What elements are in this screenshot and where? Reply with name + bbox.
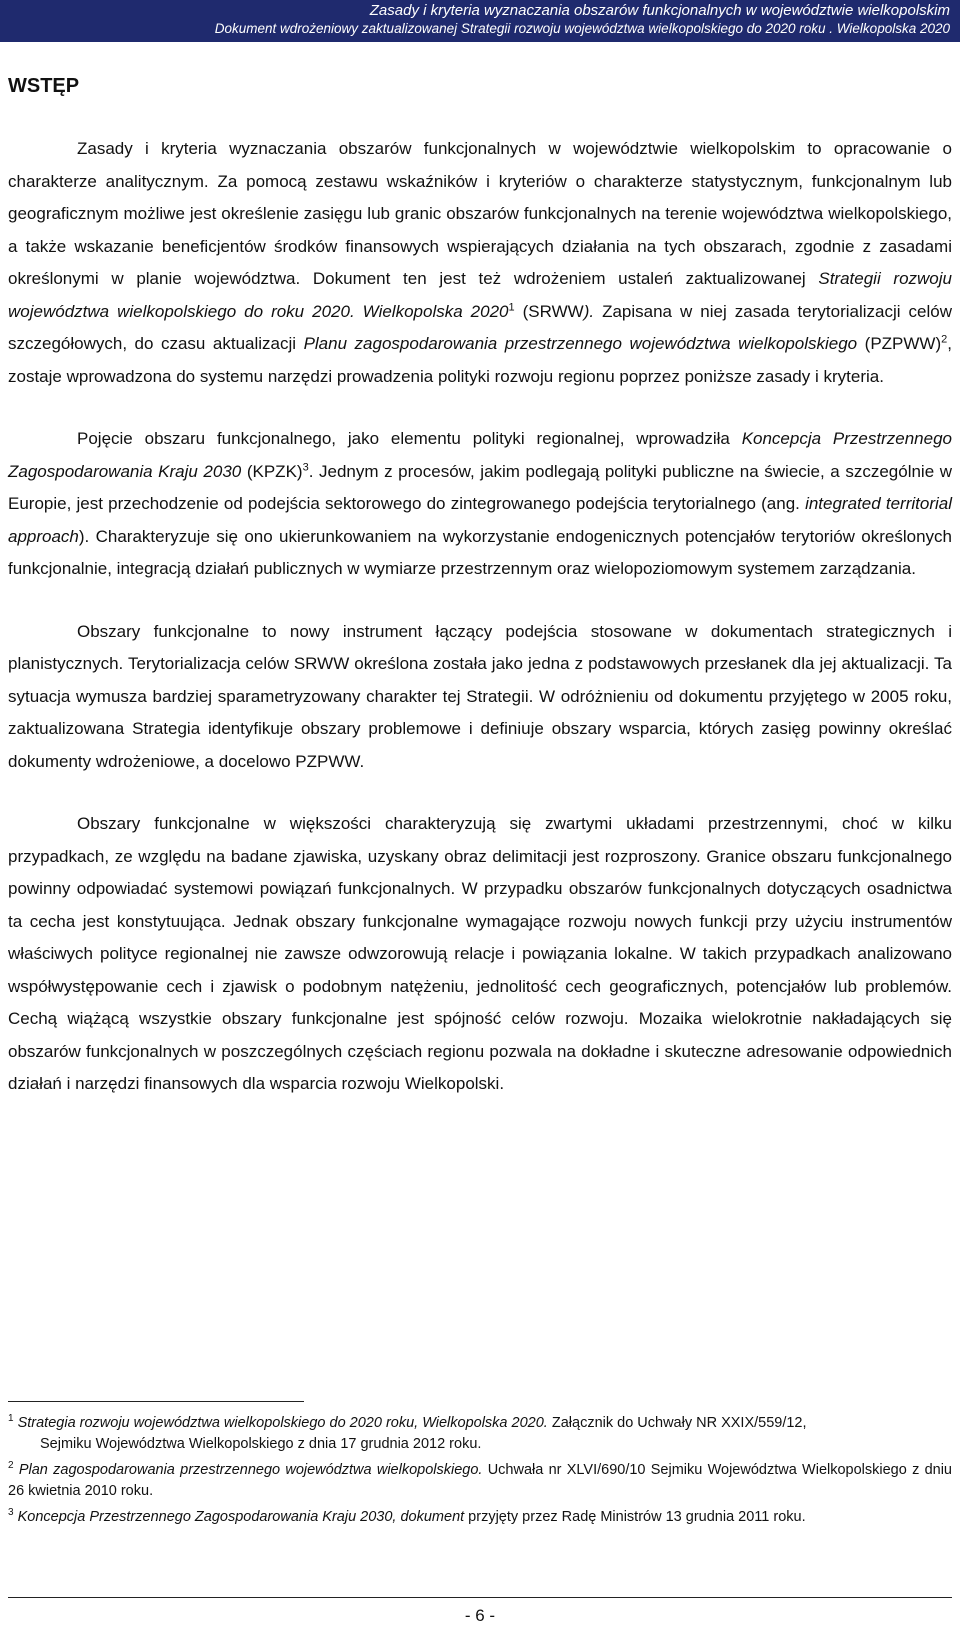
paragraph-3: Obszary funkcjonalne to nowy instrument łączący podejścia stosowane w dokumentach strategicznych i planistycznych. Terytorializacja celów SRWW określona została jako jedna z podstawowych przesłanek dla jej aktualizacji. Ta sytuacja wymusza bardziej sparametryzowany charakter tej Strategii. W odróżnieniu od dokumentu przyjętego w 2005 roku, zaktualizowana Strategia identyfikuje obszary problemowe i definiuje obszary wsparcia, których zasięg powinny określać dokumenty wdrożeniowe, a docelowo PZPWW. xyxy=(8,621,952,771)
footnote-italic: Koncepcja Przestrzennego Zagospodarowania Kraju 2030, dokument xyxy=(17,1508,465,1525)
header-title: Zasady i kryteria wyznaczania obszarów funkcjonalnych w województwie wielkopolskim xyxy=(369,2,950,19)
footnote-2 xyxy=(8,1455,952,1502)
p1-text-4: (PZPWW) xyxy=(857,334,942,353)
paragraph-1 xyxy=(8,133,952,393)
p1-italic-close: ). xyxy=(583,301,595,321)
footnote-italic: Plan zagospodarowania przestrzennego województwa wielkopolskiego. xyxy=(18,1461,483,1478)
footnote-text: Załącznik do Uchwały NR XXIX/559/12, xyxy=(547,1414,807,1431)
page-number: - 6 - xyxy=(464,1606,496,1625)
footnote-ref-2: 2 xyxy=(941,333,948,346)
body-text xyxy=(8,133,952,1131)
footnote-number: 1 xyxy=(8,1413,14,1424)
footnote-text: Uchwała nr XLVI/690/10 Sejmiku Województwa Wielkopolskiego z dniu 26 kwietnia 2010 roku. xyxy=(8,1461,953,1499)
p2-text-3: . Jednym z procesów, jakim podlegają polityki publiczne na świecie, a szczególnie w Europie, jest przechodzenie od podejścia sektorowego do zintegrowanego podejścia terytorialnego (ang. xyxy=(8,461,953,513)
p2-text-1: Pojęcie obszaru funkcjonalnego, jako elementu polityki regionalnej, wprowadziła xyxy=(77,429,742,448)
footnote-continuation: Sejmiku Województwa Wielkopolskiego z dnia 17 grudnia 2012 roku. xyxy=(40,1435,482,1452)
p1-text-5: , zostaje wprowadzona do systemu narzędzi prowadzenia polityki rozwoju regionu poprzez poniższe zasady i kryteria. xyxy=(8,334,952,386)
footnote-ref-3: 3 xyxy=(302,460,309,473)
footnotes xyxy=(8,1408,952,1527)
paragraph-4: Obszary funkcjonalne w większości charakteryzują się zwartymi układami przestrzennymi, choć w kilku przypadkach, ze względu na badane zjawiska, uzyskany obraz delimitacji jest rozproszony. Granice obszaru funkcjonalnego powinny odpowiadać systemowi powiązań funkcjonalnych. W przypadku obszarów funkcjonalnych dotyczących osadnictwa ta cecha jest konstytuująca. Jednak obszary funkcjonalne wymagające rozwoju nowych funkcji przy użyciu instrumentów właściwych polityce regionalnej nie zawsze odwzorowują relacje i powiązania lokalne. W takich przypadkach analizowano współwystępowanie cech i zjawisk o podobnym natężeniu, jednolitość cech geograficznych, potencjałów lub problemów. Cechą wiążącą wszystkie obszary funkcjonalne jest spójność celów rozwoju. Mozaika wielokrotnie nakładających się obszarów funkcjonalnych w poszczególnych częściach regionu pozwala na dokładne i skuteczne adresowanie odpowiednich działań i narzędzi finansowych dla wsparcia rozwoju Wielkopolski. xyxy=(8,814,952,1093)
p2-text-4: ). Charakteryzuje się ono ukierunkowaniem na wykorzystanie endogenicznych potencjałów terytoriów określonych funkcjonalnie, integracją działań publicznych w wymiarze przestrzennym oraz wielopoziomowym systemem zarządzania. xyxy=(8,526,952,578)
p1-italic-pzpww: Planu zagospodarowania przestrzennego województwa wielkopolskiego xyxy=(303,334,858,353)
document-header xyxy=(0,0,960,42)
footnote-ref-1: 1 xyxy=(508,300,515,313)
footnote-italic: Strategia rozwoju województwa wielkopolskiego do 2020 roku, Wielkopolska 2020. xyxy=(17,1414,548,1431)
p1-text-1: Zasady i kryteria wyznaczania obszarów funkcjonalnych w województwie wielkopolskim to opracowanie o charakterze analitycznym. Za pomocą zestawu wskaźników i kryteriów o charakterze statystycznym, funkcjonalnym lub geograficznym możliwe jest określenie zasięgu lub granic obszarów funkcjonalnych na terenie województwa wielkopolskiego, a także wskazanie beneficjentów środków finansowych wspierających działania na tych obszarach, zgodnie z zasadami określonymi w planie województwa. Dokument ten jest też wdrożeniem ustaleń zaktualizowanej xyxy=(8,139,952,288)
footnote-text: przyjęty przez Radę Ministrów 13 grudnia 2011 roku. xyxy=(464,1508,806,1525)
footnote-number: 2 xyxy=(8,1459,14,1471)
header-subtitle: Dokument wdrożeniowy zaktualizowanej Strategii rozwoju województwa wielkopolskiego do 2020 roku . Wielkopolska 2020 xyxy=(214,21,950,36)
footnote-number: 3 xyxy=(8,1506,14,1518)
p2-italic-approach: integrated territorial approach xyxy=(8,494,952,546)
p1-text-3: Zapisana w niej zasada terytorializacji celów szczegółowych, do czasu aktualizacji xyxy=(8,301,952,353)
p2-text-2: (KPZK) xyxy=(241,461,303,481)
footnote-1 xyxy=(8,1408,952,1455)
footnote-3 xyxy=(8,1502,952,1528)
p1-italic-srww: Strategii rozwoju województwa wielkopolskiego do roku 2020. Wielkopolska 2020 xyxy=(8,269,952,321)
footnote-separator xyxy=(8,1401,304,1402)
p1-text-2: (SRWW xyxy=(514,301,584,321)
page-bottom-rule xyxy=(8,1597,952,1598)
section-title: WSTĘP xyxy=(8,75,80,97)
paragraph-2 xyxy=(8,423,952,586)
p2-italic-kpzk: Koncepcja Przestrzennego Zagospodarowania Kraju 2030 xyxy=(8,429,952,481)
